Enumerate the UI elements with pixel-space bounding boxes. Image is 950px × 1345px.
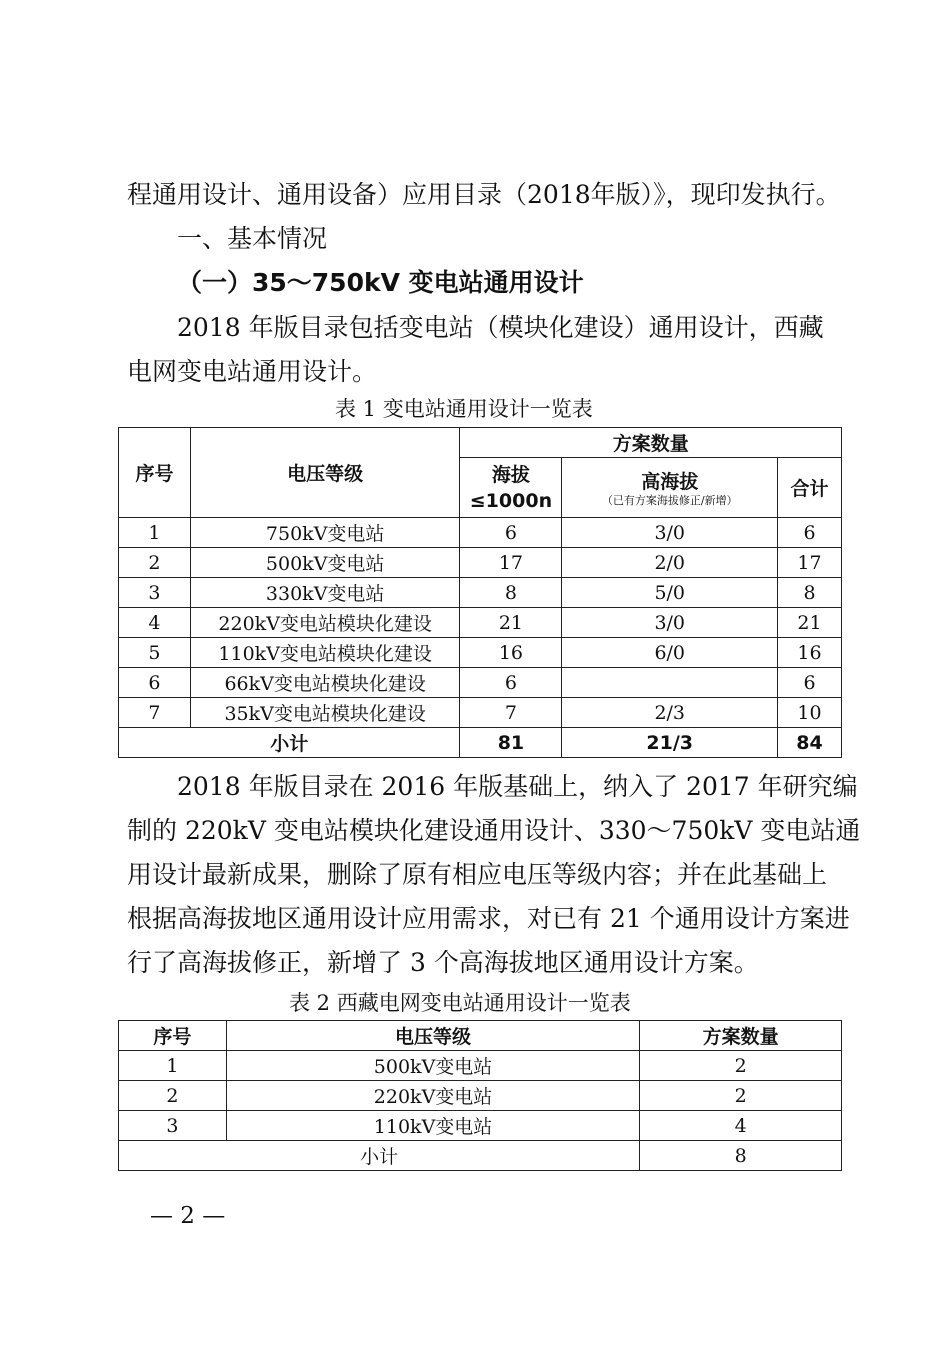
paragraph-line: 制的 220kV 变电站模块化建设通用设计、330～750kV 变电站通 <box>127 816 861 845</box>
table-row <box>119 578 842 608</box>
paragraph-line: 电网变电站通用设计。 <box>127 357 378 386</box>
table-row <box>119 548 842 578</box>
cell-voltage: 35kV变电站模块化建设 <box>190 698 460 728</box>
cell-plans: 2 <box>640 1081 842 1111</box>
subsection-heading: （一）35～750kV 变电站通用设计 <box>177 268 584 297</box>
header-total: 合计 <box>778 458 842 518</box>
cell-low-altitude: 7 <box>460 698 562 728</box>
page-number: — 2 — <box>150 1203 226 1229</box>
subtotal-plans: 8 <box>640 1141 842 1171</box>
cell-plans: 4 <box>640 1111 842 1141</box>
cell-seq: 1 <box>119 518 191 548</box>
subtotal-low: 81 <box>460 728 562 758</box>
header-voltage: 电压等级 <box>226 1021 639 1051</box>
cell-voltage: 110kV变电站模块化建设 <box>190 638 460 668</box>
cell-total: 8 <box>778 578 842 608</box>
cell-seq: 6 <box>119 668 191 698</box>
cell-high-altitude: 2/0 <box>562 548 778 578</box>
table2 <box>118 1020 842 1171</box>
cell-high-altitude: 3/0 <box>562 608 778 638</box>
cell-low-altitude: 17 <box>460 548 562 578</box>
table2-caption: 表 2 西藏电网变电站通用设计一览表 <box>289 991 631 1015</box>
header-plans: 方案数量 <box>640 1021 842 1051</box>
cell-total: 16 <box>778 638 842 668</box>
cell-seq: 2 <box>119 548 191 578</box>
paragraph-line: 程通用设计、通用设备）应用目录（2018年版）》，现印发执行。 <box>127 180 841 209</box>
header-low-altitude: 海拔≤1000n <box>460 458 562 518</box>
table-row <box>119 1081 842 1111</box>
cell-voltage: 110kV变电站 <box>226 1111 639 1141</box>
cell-plans: 2 <box>640 1051 842 1081</box>
subtotal-high: 21/3 <box>562 728 778 758</box>
header-high-altitude-label: 高海拔 <box>641 471 699 493</box>
header-high-altitude-note: （已有方案海拔修正/新增） <box>601 494 738 507</box>
cell-seq: 3 <box>119 1111 227 1141</box>
cell-voltage: 750kV变电站 <box>190 518 460 548</box>
cell-voltage: 66kV变电站模块化建设 <box>190 668 460 698</box>
header-seq: 序号 <box>119 428 191 518</box>
table-row <box>119 1051 842 1081</box>
table-row <box>119 608 842 638</box>
subtotal-total: 84 <box>778 728 842 758</box>
table-row <box>119 1111 842 1141</box>
paragraph-line: 行了高海拔修正，新增了 3 个高海拔地区通用设计方案。 <box>127 948 759 977</box>
cell-high-altitude: 5/0 <box>562 578 778 608</box>
cell-low-altitude: 21 <box>460 608 562 638</box>
cell-total: 6 <box>778 518 842 548</box>
cell-high-altitude: 2/3 <box>562 698 778 728</box>
table-row <box>119 668 842 698</box>
cell-high-altitude <box>562 668 778 698</box>
cell-voltage: 500kV变电站 <box>190 548 460 578</box>
cell-high-altitude: 6/0 <box>562 638 778 668</box>
paragraph-line: 2018 年版目录包括变电站（模块化建设）通用设计，西藏 <box>177 313 824 342</box>
cell-total: 6 <box>778 668 842 698</box>
header-voltage: 电压等级 <box>190 428 460 518</box>
cell-total: 10 <box>778 698 842 728</box>
cell-seq: 2 <box>119 1081 227 1111</box>
cell-high-altitude: 3/0 <box>562 518 778 548</box>
subtotal-label: 小计 <box>119 1141 640 1171</box>
table-row <box>119 698 842 728</box>
paragraph-line: 2018 年版目录在 2016 年版基础上，纳入了 2017 年研究编 <box>177 772 858 801</box>
table1 <box>118 427 842 758</box>
table1-caption: 表 1 变电站通用设计一览表 <box>335 397 593 421</box>
cell-voltage: 220kV变电站 <box>226 1081 639 1111</box>
cell-voltage: 500kV变电站 <box>226 1051 639 1081</box>
cell-total: 21 <box>778 608 842 638</box>
cell-voltage: 220kV变电站模块化建设 <box>190 608 460 638</box>
cell-total: 17 <box>778 548 842 578</box>
cell-voltage: 330kV变电站 <box>190 578 460 608</box>
section-heading: 一、基本情况 <box>177 224 328 253</box>
cell-low-altitude: 8 <box>460 578 562 608</box>
cell-seq: 7 <box>119 698 191 728</box>
table-row <box>119 518 842 548</box>
cell-seq: 4 <box>119 608 191 638</box>
cell-seq: 1 <box>119 1051 227 1081</box>
paragraph-line: 根据高海拔地区通用设计应用需求，对已有 21 个通用设计方案进 <box>127 904 850 933</box>
header-high-altitude <box>562 458 778 518</box>
cell-seq: 5 <box>119 638 191 668</box>
paragraph-line: 用设计最新成果，删除了原有相应电压等级内容；并在此基础上 <box>127 860 828 889</box>
cell-low-altitude: 6 <box>460 668 562 698</box>
table-row <box>119 638 842 668</box>
cell-low-altitude: 6 <box>460 518 562 548</box>
cell-seq: 3 <box>119 578 191 608</box>
header-seq: 序号 <box>119 1021 227 1051</box>
cell-low-altitude: 16 <box>460 638 562 668</box>
header-plans: 方案数量 <box>460 428 842 458</box>
subtotal-label: 小计 <box>119 728 460 758</box>
